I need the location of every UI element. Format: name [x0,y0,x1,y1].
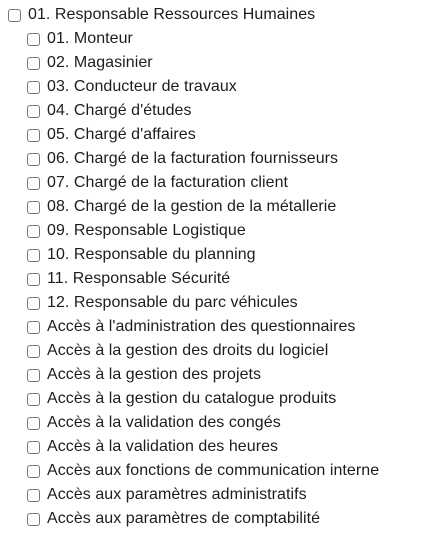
tree-item-label: 07. Chargé de la facturation client [47,174,289,191]
tree-item[interactable] [0,315,444,339]
tree-item-label: 10. Responsable du planning [47,246,256,263]
checkbox[interactable] [27,345,40,358]
checkbox[interactable] [27,33,40,46]
tree-item[interactable] [0,339,444,363]
tree-item[interactable] [0,123,444,147]
tree-item[interactable] [0,459,444,483]
tree-item[interactable] [0,219,444,243]
tree-item[interactable] [0,435,444,459]
tree-item[interactable] [0,483,444,507]
tree-item-root[interactable] [0,3,444,27]
tree-item-label: Accès aux paramètres administratifs [47,486,307,503]
checkbox[interactable] [27,153,40,166]
tree-item[interactable] [0,411,444,435]
tree-item-label: Accès à l'administration des questionnaires [47,318,356,335]
tree-item[interactable] [0,387,444,411]
tree-item-label: Accès à la gestion des droits du logiciel [47,342,329,359]
tree-item-label: 08. Chargé de la gestion de la métallerie [47,198,337,215]
tree-item-label: 01. Monteur [47,30,133,47]
tree-item-label: 05. Chargé d'affaires [47,126,196,143]
checkbox[interactable] [27,273,40,286]
checkbox[interactable] [27,441,40,454]
checkbox[interactable] [27,249,40,262]
checkbox[interactable] [27,417,40,430]
tree-item-label: 09. Responsable Logistique [47,222,246,239]
checkbox[interactable] [27,489,40,502]
tree-item-label: Accès à la validation des heures [47,438,279,455]
tree-item[interactable] [0,99,444,123]
checkbox[interactable] [27,369,40,382]
tree-item[interactable] [0,243,444,267]
tree-item[interactable] [0,291,444,315]
tree-item-label: Accès à la validation des congés [47,414,281,431]
tree-item-root-label: 01. Responsable Ressources Humaines [28,6,316,23]
tree-item[interactable] [0,75,444,99]
tree-item[interactable] [0,267,444,291]
tree-item[interactable] [0,195,444,219]
tree-item-label: Accès aux paramètres de comptabilité [47,510,321,527]
tree-item[interactable] [0,363,444,387]
tree-item-label: 04. Chargé d'études [47,102,192,119]
checkbox[interactable] [27,225,40,238]
tree-item-label: 12. Responsable du parc véhicules [47,294,298,311]
checkbox[interactable] [27,321,40,334]
checkbox[interactable] [27,297,40,310]
checkbox-root[interactable] [8,9,21,22]
tree-item[interactable] [0,27,444,51]
checkbox[interactable] [27,201,40,214]
checkbox[interactable] [27,81,40,94]
checkbox[interactable] [27,513,40,526]
tree-children [0,27,444,531]
tree-item-label: Accès aux fonctions de communication interne [47,462,380,479]
checkbox[interactable] [27,57,40,70]
checkbox[interactable] [27,129,40,142]
checkbox[interactable] [27,465,40,478]
checkbox[interactable] [27,393,40,406]
checkbox[interactable] [27,105,40,118]
tree-item[interactable] [0,171,444,195]
tree-item-label: Accès à la gestion des projets [47,366,262,383]
checkbox[interactable] [27,177,40,190]
tree-item-label: 03. Conducteur de travaux [47,78,237,95]
tree-item-label: 02. Magasinier [47,54,153,71]
tree-item[interactable] [0,147,444,171]
tree-item[interactable] [0,507,444,531]
tree-item-label: Accès à la gestion du catalogue produits [47,390,337,407]
tree-item-label: 06. Chargé de la facturation fournisseurs [47,150,339,167]
tree-item-label: 11. Responsable Sécurité [47,270,231,287]
tree-item[interactable] [0,51,444,75]
